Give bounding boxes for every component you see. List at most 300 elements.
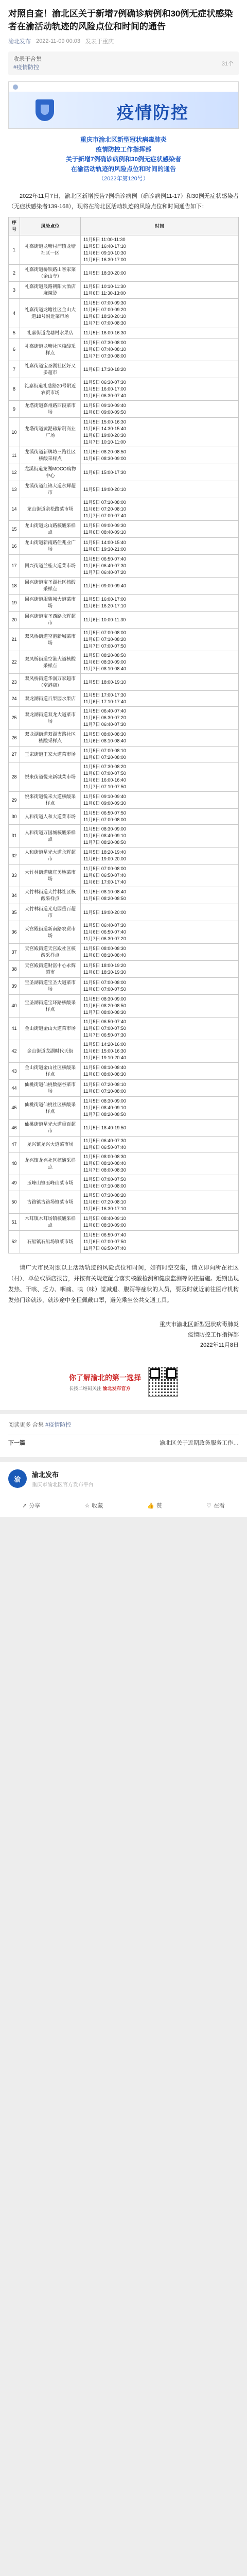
row-times — [81, 361, 239, 378]
table-row — [9, 1063, 239, 1080]
row-times — [81, 792, 239, 809]
row-place: 悦来街道悦来新城菜市场 — [20, 762, 81, 792]
time-entry: 11月7日 06:30-07:20 — [83, 936, 126, 941]
row-times — [81, 401, 239, 418]
table-row — [9, 961, 239, 978]
time-entry: 11月5日 06:40-07:40 — [83, 708, 126, 714]
row-number: 44 — [9, 1080, 20, 1097]
notice-header — [8, 135, 239, 184]
row-number: 24 — [9, 691, 20, 707]
thumb-icon: 👍 — [147, 1502, 154, 1509]
row-place: 大竹林街道康庄美地菜市场 — [20, 865, 81, 887]
table-row — [9, 1191, 239, 1214]
row-number: 10 — [9, 418, 20, 447]
row-times — [81, 887, 239, 904]
table-header-row — [9, 217, 239, 235]
favorite-label: 收藏 — [92, 1503, 103, 1509]
action-bar — [0, 1495, 247, 1517]
table-row — [9, 521, 239, 538]
row-times — [81, 944, 239, 961]
row-place: 大竹林街道光电园重百超市 — [20, 904, 81, 921]
row-number: 49 — [9, 1175, 20, 1191]
row-times — [81, 1191, 239, 1214]
qr-code-icon[interactable] — [148, 1367, 178, 1397]
row-place: 仙桃街道仙桃数据谷菜市场 — [20, 1080, 81, 1097]
row-place: 古路镇古路场镇菜市场 — [20, 1191, 81, 1214]
row-number: 4 — [9, 299, 20, 328]
time-entry: 11月6日 15:00-16:30 — [83, 1048, 126, 1054]
time-entry: 11月5日 07:00-08:00 — [83, 630, 126, 635]
time-entry: 11月6日 07:20-08:10 — [83, 1199, 126, 1205]
time-entry: 11月5日 07:10-08:00 — [83, 500, 126, 505]
row-times — [81, 338, 239, 361]
account-desc: 重庆市渝北区官方发布平台 — [32, 1482, 94, 1488]
time-entry: 11月5日 06:50-07:40 — [83, 1232, 126, 1238]
table-row — [9, 762, 239, 792]
row-times — [81, 595, 239, 612]
row-number: 40 — [9, 995, 20, 1018]
qr-promo — [8, 1363, 239, 1400]
row-times — [81, 378, 239, 401]
table-row — [9, 792, 239, 809]
row-times — [81, 481, 239, 498]
signature-org1: 重庆市渝北区新型冠状病毒肺炎 — [160, 1321, 239, 1328]
banner-logo-icon — [13, 84, 18, 90]
share-button[interactable] — [22, 1501, 40, 1510]
time-entry: 11月6日 07:20-08:00 — [83, 755, 126, 760]
table-row — [9, 282, 239, 299]
time-entry: 11月6日 07:10-08:00 — [83, 1183, 126, 1189]
row-place: 仙桃街道星光大道重百超市 — [20, 1120, 81, 1137]
footer-collection-tag[interactable]: #疫情防控 — [45, 1422, 72, 1428]
time-entry: 11月6日 19:10-20:40 — [83, 1055, 126, 1060]
time-entry: 11月6日 08:20-08:50 — [83, 896, 126, 901]
time-entry: 11月5日 07:20-08:10 — [83, 1082, 126, 1087]
time-entry: 11月5日 08:00-08:30 — [83, 1154, 126, 1159]
time-entry: 11月5日 07:30-08:20 — [83, 764, 126, 769]
time-entry: 11月6日 08:40-09:10 — [83, 530, 126, 535]
row-number: 48 — [9, 1153, 20, 1175]
time-entry: 11月6日 07:10-08:20 — [83, 637, 126, 642]
time-entry: 11月7日 08:10-08:40 — [83, 666, 126, 671]
time-entry: 11月6日 06:50-07:40 — [83, 873, 126, 878]
time-entry: 11月5日 17:00-17:30 — [83, 692, 126, 698]
time-entry: 11月5日 09:10-09:40 — [83, 794, 126, 799]
time-entry: 11月5日 07:00-09:30 — [83, 300, 126, 306]
row-times — [81, 848, 239, 865]
row-number: 12 — [9, 464, 20, 481]
table-row — [9, 674, 239, 691]
time-entry: 11月5日 09:10-09:40 — [83, 403, 126, 408]
row-place: 龙溪街道新牌坊三路社区核酸采样点 — [20, 447, 81, 464]
row-number: 9 — [9, 401, 20, 418]
row-times — [81, 464, 239, 481]
header-line4: 在渝活动轨迹的风险点位和时间的通告 — [70, 165, 176, 173]
collection-count: 31个 — [221, 61, 234, 67]
row-times — [81, 961, 239, 978]
row-times — [81, 299, 239, 328]
row-times — [81, 1018, 239, 1040]
table-row — [9, 1231, 239, 1253]
account-link[interactable]: 渝北发布 — [8, 39, 31, 45]
row-place: 礼嘉街道桥铁路山客家菜（金山寺） — [20, 265, 81, 282]
row-place: 玉峰山镇玉峰山菜市场 — [20, 1175, 81, 1191]
row-times — [81, 1153, 239, 1175]
row-place: 双凤桥街道空港新城菜市场 — [20, 629, 81, 651]
qr-subtitle-text: 长按二维码关注 — [69, 1385, 102, 1391]
row-number: 13 — [9, 481, 20, 498]
row-times — [81, 674, 239, 691]
row-place: 礼嘉街道礼慈路20号附近农贸市场 — [20, 378, 81, 401]
time-entry: 11月5日 09:00-09:40 — [83, 583, 126, 588]
time-entry: 11月6日 06:30-07:20 — [83, 715, 126, 720]
row-times — [81, 1137, 239, 1153]
table-row — [9, 978, 239, 995]
table-row — [9, 1018, 239, 1040]
time-entry: 11月7日 08:00-08:30 — [83, 1010, 126, 1015]
row-number: 19 — [9, 595, 20, 612]
time-entry: 11月6日 16:00-16:40 — [83, 777, 126, 783]
time-entry: 11月6日 15:00-17:30 — [83, 469, 126, 475]
favorite-button[interactable] — [84, 1501, 103, 1510]
collection-tag[interactable]: #疫情防控 — [13, 64, 40, 71]
col-header-time: 时间 — [81, 217, 239, 235]
time-entry: 11月6日 09:00-09:50 — [83, 410, 126, 415]
row-place: 双凤桥街道华润万家超市（空港店） — [20, 674, 81, 691]
time-entry: 11月7日 07:00-07:40 — [83, 513, 126, 518]
qr-title: 你了解渝北的第一选择 — [69, 1373, 141, 1382]
table-row — [9, 538, 239, 555]
col-header-no: 序号 — [9, 217, 20, 235]
table-row — [9, 464, 239, 481]
time-entry: 11月6日 07:00-09:20 — [83, 307, 126, 312]
risk-table — [8, 217, 239, 1253]
next-article-link[interactable] — [8, 1434, 239, 1451]
table-row — [9, 328, 239, 338]
row-number: 3 — [9, 282, 20, 299]
share-icon: ↗ — [22, 1502, 27, 1509]
time-entry: 11月6日 08:30-09:00 — [83, 1223, 126, 1228]
time-entry: 11月7日 08:20-08:50 — [83, 840, 126, 845]
row-number: 32 — [9, 848, 20, 865]
header-line2: 疫情防控工作指挥部 — [95, 146, 151, 153]
row-number: 17 — [9, 555, 20, 578]
like-button[interactable] — [147, 1501, 162, 1510]
row-number: 15 — [9, 521, 20, 538]
row-place: 回兴街道宝圣湖社区核酸采样点 — [20, 578, 81, 595]
time-entry: 11月6日 08:10-08:40 — [83, 738, 126, 743]
footer-collection[interactable] — [8, 1420, 239, 1429]
time-entry: 11月7日 06:40-07:20 — [83, 570, 126, 575]
time-entry: 11月5日 08:10-08:40 — [83, 889, 126, 894]
header-number: （2022年第120号） — [98, 176, 149, 182]
row-times — [81, 521, 239, 538]
row-place: 礼嘉街道宝圣湖社区好又多超市 — [20, 361, 81, 378]
next-label: 下一篇 — [8, 1440, 25, 1446]
row-times — [81, 447, 239, 464]
time-entry: 11月7日 10:10-11:00 — [83, 439, 126, 445]
table-row — [9, 1097, 239, 1120]
row-number: 46 — [9, 1120, 20, 1137]
time-entry: 11月6日 07:00-07:50 — [83, 987, 126, 992]
row-times — [81, 1214, 239, 1231]
publish-date: 2022-11-09 00:03 — [36, 38, 81, 44]
time-entry: 11月5日 06:50-07:40 — [83, 556, 126, 562]
table-row — [9, 578, 239, 595]
article-footer — [0, 1414, 247, 1457]
row-place: 龙山街道龙山路核酸采样点 — [20, 521, 81, 538]
time-entry: 11月6日 07:20-08:10 — [83, 506, 126, 512]
row-times — [81, 730, 239, 747]
header-line1: 重庆市渝北区新型冠状病毒肺炎 — [80, 136, 167, 143]
row-number: 30 — [9, 809, 20, 825]
row-times — [81, 995, 239, 1018]
row-number: 5 — [9, 328, 20, 338]
row-times — [81, 651, 239, 674]
header-line3: 关于新增7例确诊病例和30例无症状感染者 — [65, 156, 182, 163]
row-place: 悦来街道悦来大道核酸采样点 — [20, 792, 81, 809]
row-number: 14 — [9, 498, 20, 521]
time-entry: 11月5日 18:00-19:20 — [83, 963, 126, 968]
time-entry: 11月6日 07:00-07:50 — [83, 1239, 126, 1244]
row-number: 45 — [9, 1097, 20, 1120]
row-place: 龙溪街道红锦大道永辉超市 — [20, 481, 81, 498]
row-place: 石船镇石船场镇菜市场 — [20, 1231, 81, 1253]
time-entry: 11月6日 06:50-07:40 — [83, 1145, 126, 1150]
table-row — [9, 612, 239, 629]
time-entry: 11月5日 09:00-09:30 — [83, 523, 126, 528]
table-row — [9, 691, 239, 707]
time-entry: 11月6日 07:40-08:10 — [83, 347, 126, 352]
row-place: 木耳镇木耳场镇核酸采样点 — [20, 1214, 81, 1231]
time-entry: 11月6日 06:50-07:40 — [83, 929, 126, 935]
row-number: 20 — [9, 612, 20, 629]
article-title: 对照自查！渝北区关于新增7例确诊病例和30例无症状感染者在渝活动轨迹的风险点位和时间的通告 — [8, 9, 233, 31]
row-number: 11 — [9, 447, 20, 464]
table-row — [9, 595, 239, 612]
row-number: 29 — [9, 792, 20, 809]
row-place: 天宫殿街道新南路农贸市场 — [20, 921, 81, 944]
time-entry: 11月6日 19:00-20:00 — [83, 856, 126, 861]
time-entry: 11月6日 07:00-07:50 — [83, 771, 126, 776]
row-number: 22 — [9, 651, 20, 674]
row-number: 47 — [9, 1137, 20, 1153]
row-times — [81, 747, 239, 762]
row-times — [81, 1040, 239, 1063]
time-entry: 11月5日 18:30-20:00 — [83, 270, 126, 276]
row-place: 龙山街道余松路菜市场 — [20, 498, 81, 521]
row-number: 41 — [9, 1018, 20, 1040]
row-number: 2 — [9, 265, 20, 282]
row-number: 43 — [9, 1063, 20, 1080]
time-entry: 11月6日 17:00-17:40 — [83, 879, 126, 885]
row-times — [81, 498, 239, 521]
intro-paragraph: 2022年11月7日，渝北区新增报告7例确诊病例（确诊病例11-17）和30例无症状感染者（无症状感染者139-168），现将在渝北区活动轨迹的风险点位和时间通告如下： — [8, 193, 239, 210]
time-entry: 11月6日 07:00-08:00 — [83, 817, 126, 822]
time-entry: 11月6日 08:10-08:40 — [83, 1161, 126, 1166]
row-times — [81, 904, 239, 921]
time-entry: 11月6日 16:30-17:00 — [83, 257, 126, 262]
table-row — [9, 555, 239, 578]
row-number: 8 — [9, 378, 20, 401]
qr-subtitle — [69, 1385, 141, 1392]
collection-bar[interactable] — [8, 52, 239, 75]
time-entry: 11月6日 19:30-21:00 — [83, 547, 126, 552]
row-times — [81, 612, 239, 629]
footer-collection-label: 阅读更多 合集 — [8, 1422, 44, 1428]
row-times — [81, 328, 239, 338]
collection-info — [13, 55, 42, 72]
watching-label: 在看 — [213, 1503, 225, 1509]
table-row — [9, 299, 239, 328]
time-entry: 11月6日 18:30-19:30 — [83, 970, 126, 975]
table-row — [9, 361, 239, 378]
account-card[interactable] — [0, 1462, 247, 1495]
row-number: 7 — [9, 361, 20, 378]
row-place: 龙塔街道嘉州路西段菜市场 — [20, 401, 81, 418]
row-place: 双龙湖街道双龙大道菜市场 — [20, 707, 81, 730]
time-entry: 11月5日 08:30-09:00 — [83, 1098, 126, 1104]
row-place: 龙兴镇龙兴大道菜市场 — [20, 1137, 81, 1153]
time-entry: 11月5日 16:00-17:00 — [83, 597, 126, 602]
time-entry: 11月5日 08:10-08:40 — [83, 1065, 126, 1070]
time-entry: 11月5日 18:20-19:40 — [83, 850, 126, 855]
table-row — [9, 904, 239, 921]
time-entry: 11月5日 08:00-08:30 — [83, 732, 126, 737]
table-row — [9, 887, 239, 904]
row-number: 38 — [9, 961, 20, 978]
watching-button[interactable] — [206, 1501, 225, 1510]
banner-image — [8, 81, 239, 129]
row-place: 回兴街道兰桂大道菜市场 — [20, 555, 81, 578]
time-entry: 11月5日 07:30-08:00 — [83, 340, 126, 345]
row-times — [81, 762, 239, 792]
time-entry: 11月5日 08:30-09:00 — [83, 826, 126, 832]
table-row — [9, 1040, 239, 1063]
table-row — [9, 498, 239, 521]
row-place: 双凤桥街道空港大道核酸采样点 — [20, 651, 81, 674]
time-entry: 11月5日 08:20-08:50 — [83, 449, 126, 454]
row-number: 27 — [9, 747, 20, 762]
row-times — [81, 538, 239, 555]
table-row — [9, 1120, 239, 1137]
publish-location: 发表于重庆 — [85, 39, 114, 45]
time-entry: 11月7日 08:20-08:50 — [83, 1112, 126, 1117]
row-times — [81, 235, 239, 265]
row-number: 33 — [9, 865, 20, 887]
time-entry: 11月6日 07:10-08:00 — [83, 1089, 126, 1094]
time-entry: 11月5日 11:00-11:30 — [83, 237, 126, 242]
table-row — [9, 1175, 239, 1191]
table-row — [9, 629, 239, 651]
row-number: 34 — [9, 887, 20, 904]
row-place: 金山街道金山社区核酸采样点 — [20, 1063, 81, 1080]
row-place: 龙山街道新南路佳兆业广场 — [20, 538, 81, 555]
row-place: 礼嘉街道晟路朝阳大酒店麻辣烫 — [20, 282, 81, 299]
time-entry: 11月6日 18:30-20:10 — [83, 314, 126, 319]
row-number: 50 — [9, 1191, 20, 1214]
row-place: 人和街道星光大道永辉超市 — [20, 848, 81, 865]
share-label: 分享 — [29, 1503, 41, 1509]
row-place: 宝圣湖街道宝环路核酸采样点 — [20, 995, 81, 1018]
time-entry: 11月7日 07:30-08:00 — [83, 353, 126, 359]
table-row — [9, 730, 239, 747]
table-row — [9, 338, 239, 361]
row-place: 天宫殿街道天宫殿社区核酸采样点 — [20, 944, 81, 961]
row-place: 回兴街道宝圣西路永辉超市 — [20, 612, 81, 629]
row-number: 37 — [9, 944, 20, 961]
time-entry: 11月7日 07:10-07:50 — [83, 784, 126, 789]
row-place: 宝圣湖街道宝圣大道菜市场 — [20, 978, 81, 995]
account-logo-icon: 渝 — [8, 1469, 27, 1488]
time-entry: 11月6日 06:40-07:30 — [83, 563, 126, 568]
table-row — [9, 944, 239, 961]
row-number: 35 — [9, 904, 20, 921]
time-entry: 11月7日 07:00-08:30 — [83, 320, 126, 326]
time-entry: 11月5日 06:50-07:50 — [83, 810, 126, 816]
time-entry: 11月5日 18:40-19:50 — [83, 1125, 126, 1130]
time-entry: 11月7日 06:50-07:30 — [83, 1032, 126, 1038]
row-place: 礼嘉街道龙塘社区金山大道18号附近菜市场 — [20, 299, 81, 328]
time-entry: 11月6日 08:00-08:30 — [83, 1072, 126, 1077]
row-times — [81, 1063, 239, 1080]
row-number: 21 — [9, 629, 20, 651]
time-entry: 11月5日 16:40-17:10 — [83, 244, 126, 249]
row-times — [81, 578, 239, 595]
time-entry: 11月5日 06:40-07:30 — [83, 923, 126, 928]
like-label: 赞 — [156, 1503, 162, 1509]
table-row — [9, 481, 239, 498]
row-times — [81, 1175, 239, 1191]
signature-date: 2022年11月8日 — [200, 1342, 239, 1348]
table-row — [9, 747, 239, 762]
table-row — [9, 651, 239, 674]
row-number: 51 — [9, 1214, 20, 1231]
row-place: 龙兴镇龙兴社区核酸采样点 — [20, 1153, 81, 1175]
time-entry: 11月5日 08:40-09:10 — [83, 1216, 126, 1221]
banner-topbar — [9, 82, 238, 92]
table-row — [9, 1137, 239, 1153]
account-info — [32, 1469, 94, 1488]
shield-icon — [36, 99, 54, 121]
table-row — [9, 401, 239, 418]
article-meta — [8, 37, 239, 45]
time-entry: 11月5日 14:00-15:40 — [83, 540, 126, 545]
time-entry: 11月6日 08:30-09:00 — [83, 456, 126, 461]
row-times — [81, 707, 239, 730]
row-number: 42 — [9, 1040, 20, 1063]
time-entry: 11月5日 07:30-08:20 — [83, 1193, 126, 1198]
table-row — [9, 235, 239, 265]
row-place: 王家街道王家大道菜市场 — [20, 747, 81, 762]
time-entry: 11月7日 06:40-07:30 — [83, 722, 126, 727]
time-entry: 11月6日 10:00-11:30 — [83, 617, 126, 622]
time-entry: 11月5日 06:50-07:40 — [83, 1019, 126, 1024]
banner-text: 疫情防控 — [117, 103, 189, 123]
time-entry: 11月6日 14:30-15:40 — [83, 426, 126, 431]
row-times — [81, 825, 239, 848]
row-place: 大竹林街道大竹林社区核酸采样点 — [20, 887, 81, 904]
row-number: 18 — [9, 578, 20, 595]
time-entry: 11月5日 19:00-20:00 — [83, 909, 126, 915]
row-number: 16 — [9, 538, 20, 555]
time-entry: 11月5日 06:30-07:30 — [83, 380, 126, 385]
time-entry: 11月6日 06:30-07:40 — [83, 393, 126, 398]
time-entry: 11月7日 06:50-07:40 — [83, 1246, 126, 1251]
time-entry: 11月6日 08:20-08:50 — [83, 1003, 126, 1008]
row-place: 礼嘉街道龙塘村浦镇龙塘社区一区 — [20, 235, 81, 265]
row-times — [81, 1097, 239, 1120]
